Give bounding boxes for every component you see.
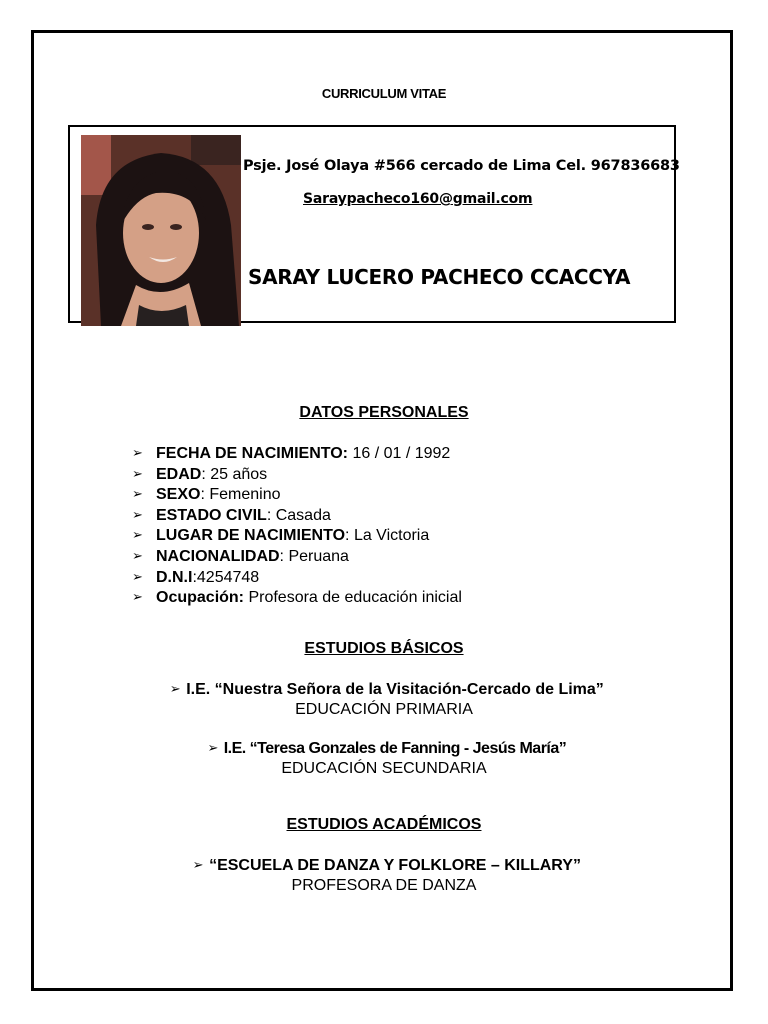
arrowhead-bullet-icon: ➢ [132,506,143,522]
education-level: EDUCACIÓN PRIMARIA [295,701,473,718]
arrowhead-bullet-icon: ➢ [132,547,143,563]
list-item: ➢ FECHA DE NACIMIENTO: 16 / 01 / 1992 [132,445,451,462]
list-item: ➢ NACIONALIDAD: Peruana [132,547,349,565]
applicant-name: SARAY LUCERO PACHECO CCACCYA [248,265,631,289]
arrowhead-bullet-icon: ➢ [207,740,218,755]
school-name: I.E. “Teresa Gonzales de Fanning - Jesús María” [223,740,567,757]
personal-data-heading: DATOS PERSONALES [299,404,469,421]
list-item: ➢ EDAD: 25 años [132,465,268,483]
arrowhead-bullet-icon: ➢ [132,465,143,481]
basic-studies-heading: ESTUDIOS BÁSICOS [304,640,464,657]
arrowhead-bullet-icon: ➢ [169,681,181,696]
academic-study-entry [0,855,768,896]
contact-email[interactable]: Saraypacheco160@gmail.com [303,191,533,207]
arrowhead-bullet-icon: ➢ [132,527,143,543]
arrowhead-bullet-icon: ➢ [192,857,204,872]
school-name: “ESCUELA DE DANZA Y FOLKLORE – KILLARY” [209,857,581,874]
list-item: ➢ SEXO: Femenino [132,486,281,504]
arrowhead-bullet-icon: ➢ [132,589,143,605]
list-item: ➢ D.N.I:4254748 [132,568,260,586]
list-item: ➢ LUGAR DE NACIMIENTO: La Victoria [132,527,430,545]
list-item: ➢ Ocupación: Profesora de educación inicial [132,589,462,607]
basic-study-entry-secondary [0,738,768,779]
contact-address: Psje. José Olaya #566 cercado de Lima Cel. 967836683 [243,158,680,174]
personal-data-list [132,443,462,608]
basic-study-entry-primary [0,679,768,720]
education-level: PROFESORA DE DANZA [291,877,477,894]
document-title: CURRICULUM VITAE [321,86,447,101]
arrowhead-bullet-icon: ➢ [132,445,143,460]
profile-photo [81,135,241,326]
academic-studies-heading: ESTUDIOS ACADÉMICOS [286,816,482,833]
education-level: EDUCACIÓN SECUNDARIA [281,760,487,777]
arrowhead-bullet-icon: ➢ [132,486,143,502]
school-name: I.E. “Nuestra Señora de la Visitación-Cercado de Lima” [186,681,604,698]
arrowhead-bullet-icon: ➢ [132,568,143,584]
list-item: ➢ ESTADO CIVIL: Casada [132,506,331,524]
